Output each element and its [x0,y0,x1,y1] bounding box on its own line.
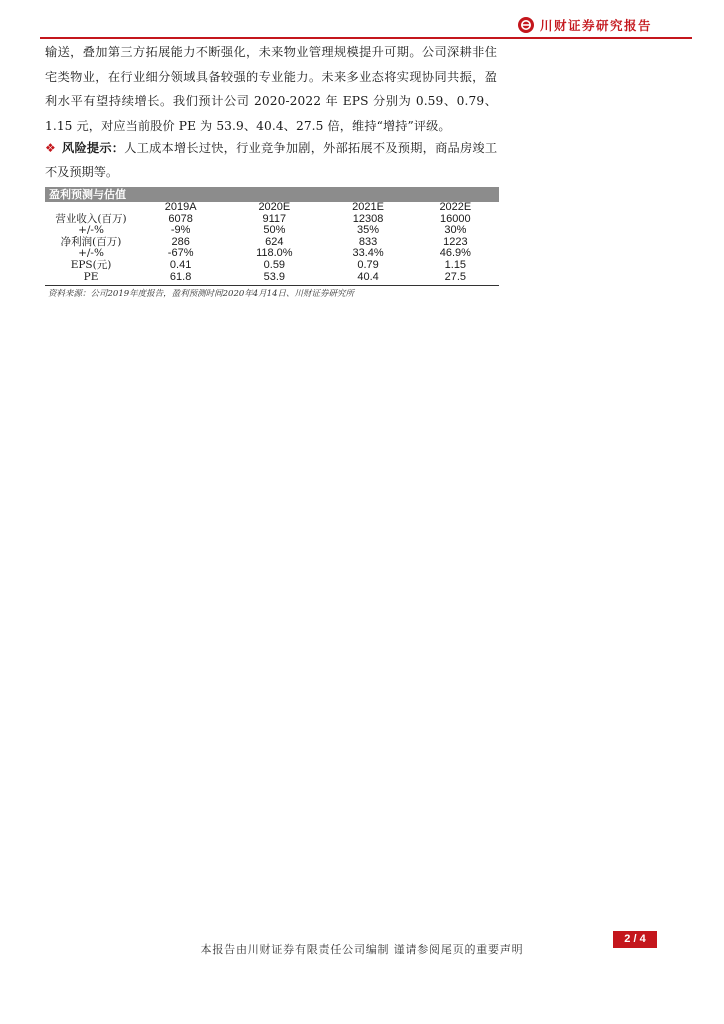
table-cell: -67% [167,247,194,260]
table-cell: 46.9% [439,247,471,260]
forecast-table [45,202,499,283]
table-cell: 0.79 [357,258,379,271]
table-cell: 12308 [352,212,384,225]
row-label: 营业收入(百万) [55,212,127,225]
table-cell: 9117 [262,212,287,225]
table-cell: 35% [357,224,380,237]
table-cell: 33.4% [352,247,384,260]
row-label: PE [83,270,99,283]
table-cell: 61.8 [169,270,192,283]
table-header-cell [45,202,137,214]
risk-text: 人工成本增长过快，行业竞争加剧，外部拓展不及预期，商品房竣工不及预期等。 [45,141,498,179]
footer-disclaimer: 本报告由川财证券有限责任公司编制 谨请参阅尾页的重要声明 [200,943,524,956]
table-bottom-rule [45,285,499,286]
table-cell: 53.9 [263,270,286,283]
table-cell: 286 [171,235,190,248]
forecast-table-block [45,187,499,299]
table-cell: 118.0% [256,247,293,260]
table-cell: 40.4 [357,270,379,283]
table-cell: 833 [358,235,378,248]
chuancai-logo-icon [518,17,534,33]
table-cell: 0.41 [169,258,192,271]
table-header-cell: 2022E [439,201,472,213]
header-divider [40,37,692,39]
table-cell: 0.59 [263,258,286,271]
table-cell: 624 [265,235,284,248]
risk-warning [45,136,497,184]
table-cell: -9% [170,224,191,237]
table-source-note: 资料来源：公司2019年度报告，盈利预测时间2020年4月14日、川财证券研究所 [48,289,354,300]
row-label: +/-% [78,224,104,237]
table-row [45,260,499,272]
table-header-cell: 2019A [164,201,197,213]
table-cell: 27.5 [444,270,467,283]
table-cell: 1.15 [444,258,467,271]
analysis-paragraph: 输送，叠加第三方拓展能力不断强化，未来物业管理规模提升可期。公司深耕非住宅类物业，在行业细分领域具备较强的专业能力。未来多业态将实现协同共振，盈利水平有望持续增长。我们预计公司 2020-2022 年 EPS 分别为 0.59、0.79、1.15 元，对应当前股价 PE 为 53.9、40.4、27.5 倍，维持“增持”评级。 [45,45,497,133]
table-header-cell: 2020E [258,201,291,213]
header-brand [518,16,652,34]
table-row [45,272,499,284]
row-label: EPS(元) [70,258,112,271]
table-header-cell: 2021E [352,201,384,213]
page-number: 2 / 4 [613,931,657,948]
risk-label: 风险提示： [62,141,125,155]
table-cell: 6078 [168,212,193,225]
brand-name: 川财证券研究报告 [540,18,653,33]
table-cell: 30% [444,224,467,237]
diamond-bullet-icon: ❖ [45,141,57,155]
table-cell: 1223 [443,235,468,248]
row-label: 净利润(百万) [60,235,122,248]
table-cell: 50% [263,224,286,237]
table-header-row [45,202,499,214]
table-title: 盈利预测与估值 [45,187,499,202]
table-cell: 16000 [440,212,471,225]
row-label: +/-% [78,247,104,260]
